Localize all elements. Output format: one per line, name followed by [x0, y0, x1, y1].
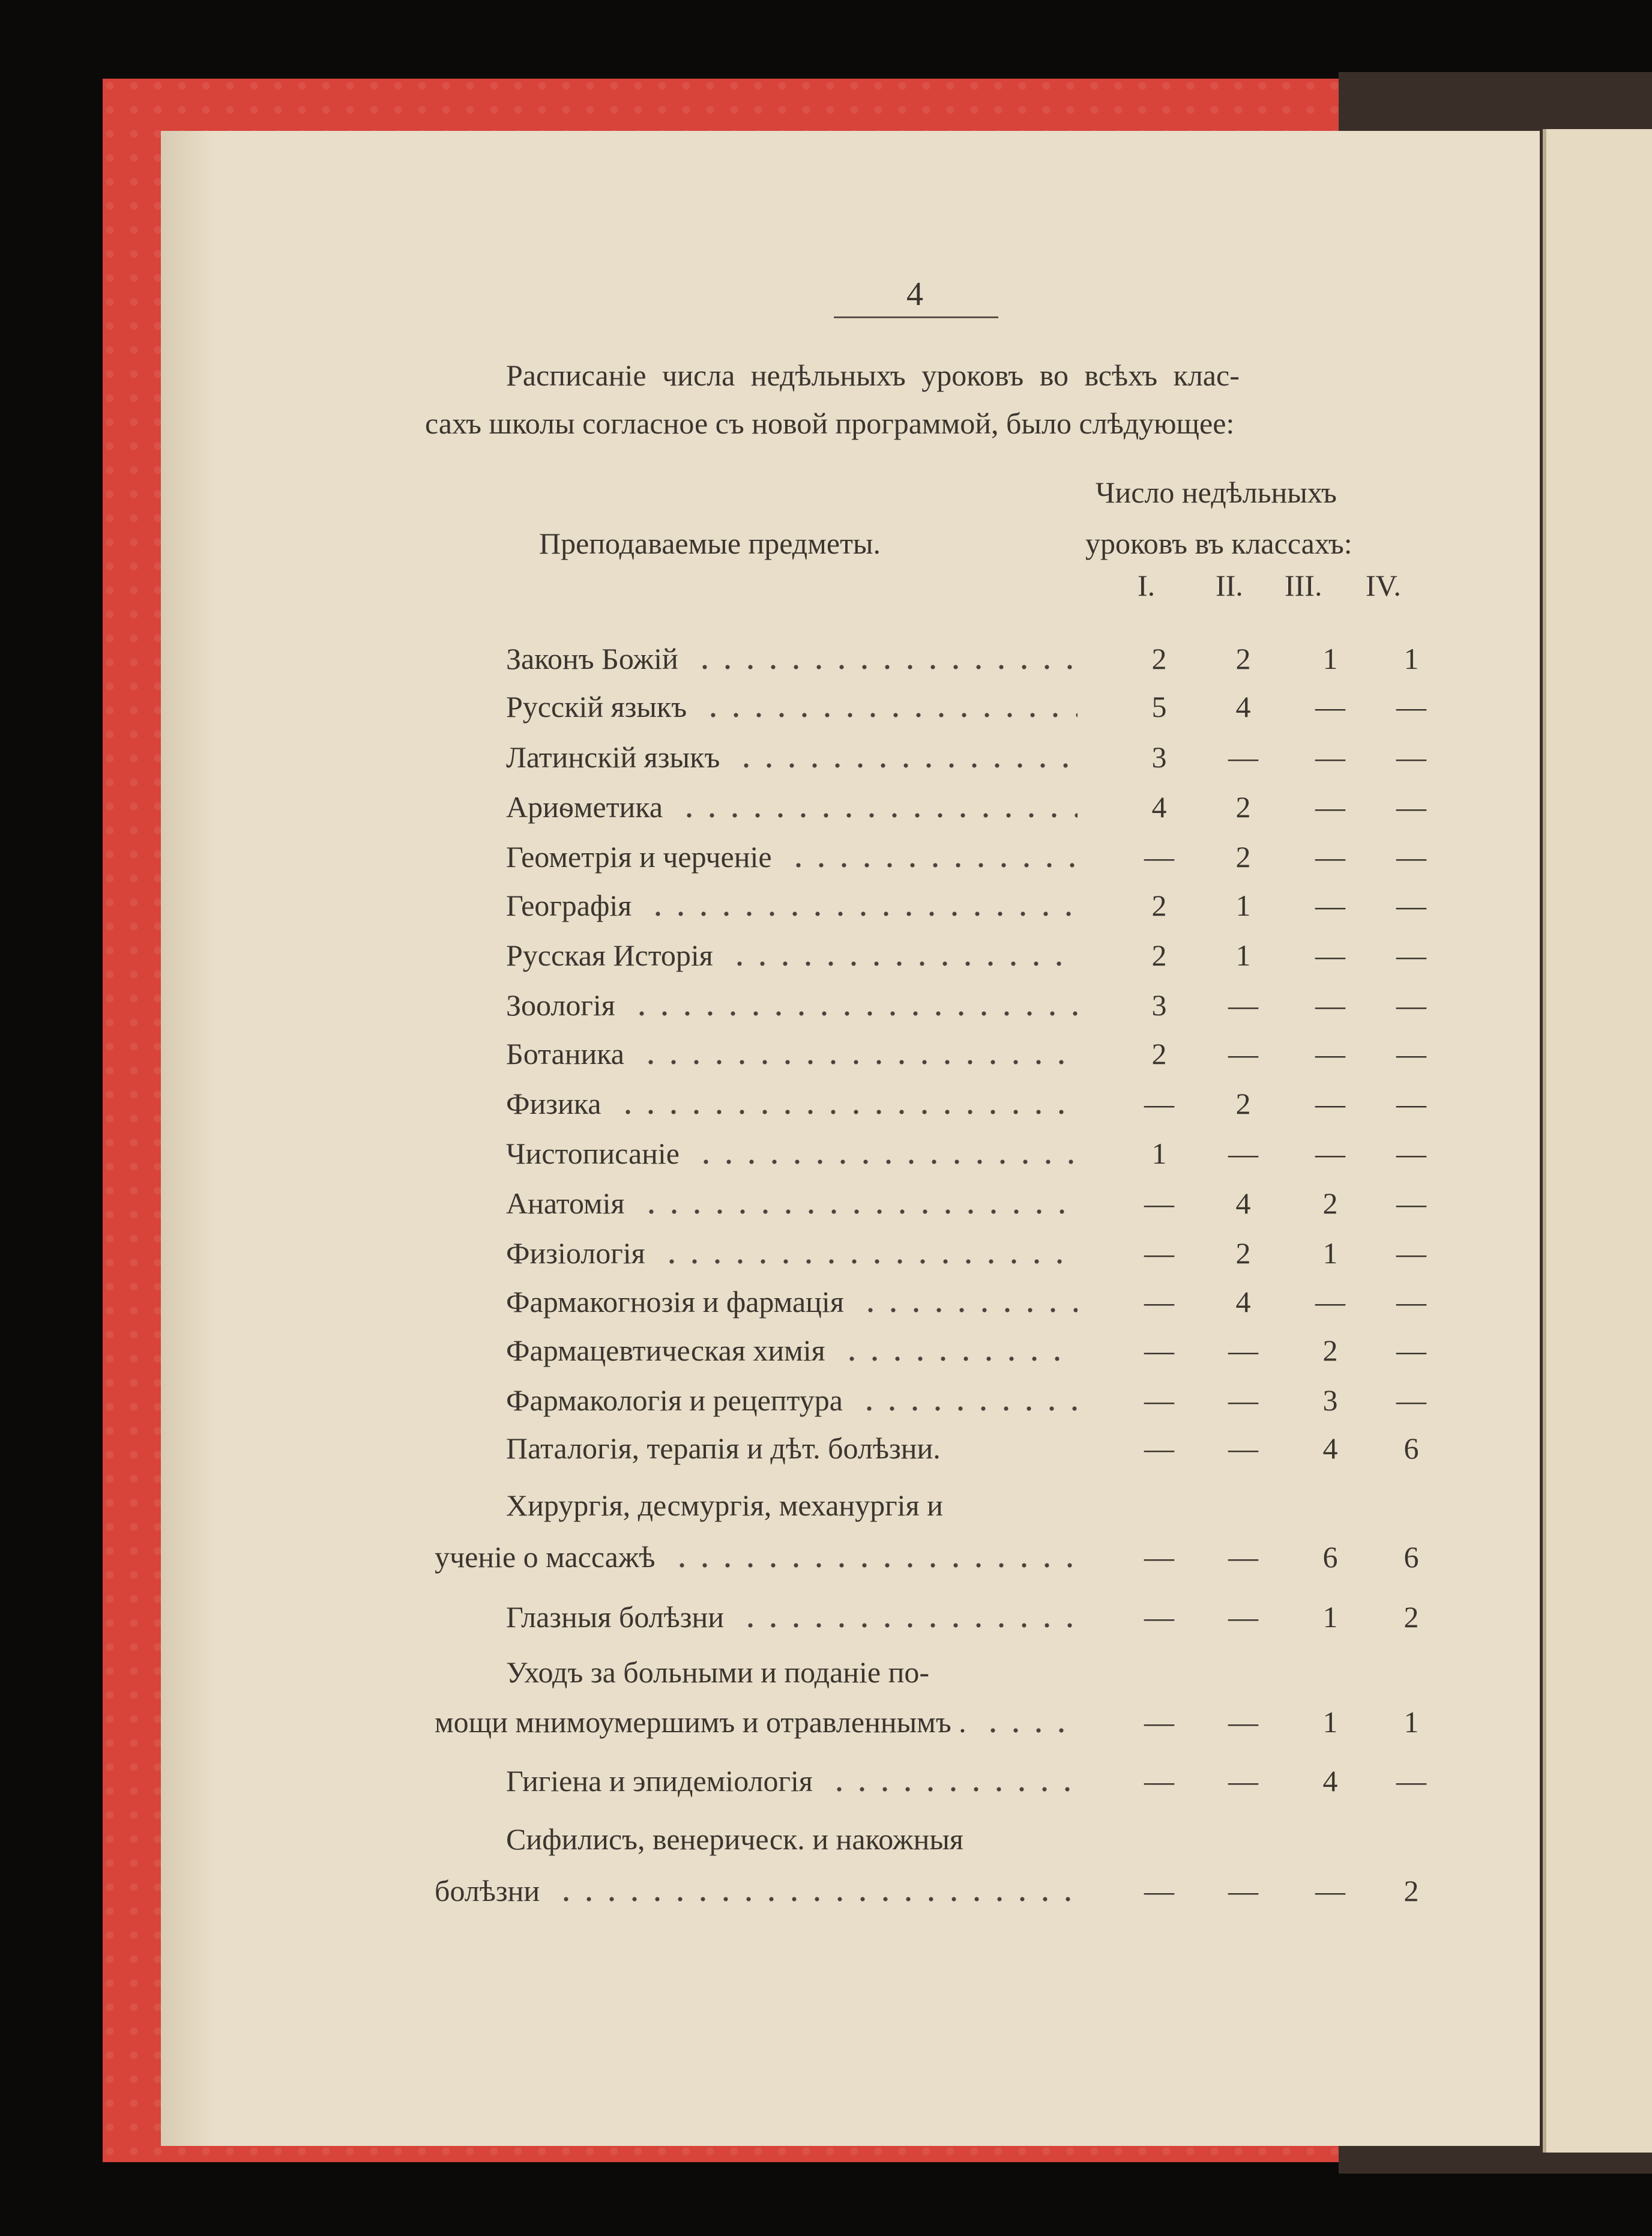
subject-label: Чистописаніе	[506, 1137, 680, 1170]
leader-dots	[728, 961, 1078, 967]
class-3-lessons: —	[1315, 690, 1345, 724]
subject-label: Русская Исторія	[506, 938, 713, 972]
subject-label: Гигіена и эпидеміологія	[506, 1764, 813, 1798]
class-3-lessons: 6	[1322, 1540, 1338, 1574]
leader-dots	[981, 1727, 1078, 1733]
class-1-lessons: 3	[1151, 988, 1167, 1022]
subject-label: Географія	[506, 889, 632, 922]
class-4-lessons: —	[1396, 938, 1426, 972]
class-3-lessons: —	[1315, 840, 1345, 874]
subject-label: Русскій языкъ	[506, 690, 687, 724]
class-4-lessons: —	[1396, 1383, 1426, 1417]
leader-dots	[639, 1059, 1078, 1065]
class-1-lessons: —	[1144, 1705, 1174, 1739]
subject-label: Уходъ за больными и поданіе по-	[506, 1655, 930, 1689]
page-number-rule	[834, 316, 998, 318]
class-2-lessons: 2	[1235, 642, 1251, 675]
leader-dots	[671, 1562, 1078, 1568]
class-4-lessons: 6	[1403, 1540, 1419, 1574]
class-4-lessons: —	[1396, 1334, 1426, 1367]
leader-dots	[735, 763, 1078, 769]
leader-dots	[858, 1406, 1078, 1412]
class-1-lessons: —	[1144, 1540, 1174, 1574]
class-2-lessons: —	[1228, 1705, 1258, 1739]
class-2-lessons: —	[1228, 1334, 1258, 1367]
class-3-lessons: —	[1315, 1137, 1345, 1170]
class-3-lessons: 1	[1322, 1705, 1338, 1739]
page-number: 4	[906, 276, 923, 313]
class-4-lessons: —	[1396, 988, 1426, 1022]
class-2-lessons: —	[1228, 1540, 1258, 1574]
class-4-lessons: 1	[1403, 642, 1419, 675]
class-4-lessons: —	[1396, 1285, 1426, 1319]
class-1-lessons: —	[1144, 1186, 1174, 1220]
subject-label: Фармацевтическая химія	[506, 1334, 825, 1367]
adjacent-page-edge	[1543, 129, 1652, 2153]
class-1-lessons: —	[1144, 1764, 1174, 1798]
leader-dots	[739, 1622, 1078, 1628]
class-4-lessons: —	[1396, 740, 1426, 774]
class-1-lessons: 2	[1151, 938, 1167, 972]
class-1-lessons: —	[1144, 840, 1174, 874]
class-3-lessons: 2	[1322, 1334, 1338, 1367]
class-4-lessons: —	[1396, 840, 1426, 874]
header-lessons-line-2: уроковъ въ классахъ:	[1085, 527, 1352, 560]
class-2-lessons: 2	[1235, 790, 1251, 824]
leader-dots	[787, 862, 1078, 868]
subject-label: Физика	[506, 1087, 601, 1120]
class-1-lessons: —	[1144, 1285, 1174, 1319]
header-subjects: Преподаваемые предметы.	[539, 527, 881, 560]
subject-label: Законъ Божій	[506, 642, 678, 675]
class-4-lessons: —	[1396, 690, 1426, 724]
class-3-lessons: 4	[1322, 1764, 1338, 1798]
class-2-lessons: —	[1228, 1764, 1258, 1798]
intro-line-1: Расписаніе числа недѣльныхъ уроковъ во всѣхъ клас-	[506, 358, 1240, 392]
leader-dots	[678, 812, 1078, 818]
class-1-lessons: 2	[1151, 1037, 1167, 1071]
class-3-lessons: 4	[1322, 1431, 1338, 1465]
subject-label: Фармакогнозія и фармація	[506, 1285, 844, 1319]
class-2-lessons: 2	[1235, 840, 1251, 874]
class-3-lessons: 2	[1322, 1186, 1338, 1220]
subject-label: Фармакологія и рецептура	[506, 1383, 843, 1417]
class-1-lessons: —	[1144, 1087, 1174, 1120]
class-2-lessons: 4	[1235, 1285, 1251, 1319]
leader-dots	[555, 1896, 1078, 1902]
header-class-4: IV.	[1366, 569, 1401, 602]
subject-label: Сифилисъ, венерическ. и накожныя	[506, 1822, 963, 1856]
class-3-lessons: —	[1315, 1285, 1345, 1319]
class-3-lessons: 1	[1322, 1600, 1338, 1634]
class-4-lessons: 2	[1403, 1600, 1419, 1634]
class-4-lessons: —	[1396, 1186, 1426, 1220]
header-lessons-line-1: Число недѣльныхъ	[1096, 476, 1337, 509]
class-3-lessons: —	[1315, 790, 1345, 824]
class-2-lessons: —	[1228, 1037, 1258, 1071]
class-2-lessons: —	[1228, 1600, 1258, 1634]
leader-dots	[660, 1259, 1078, 1265]
class-1-lessons: —	[1144, 1383, 1174, 1417]
class-2-lessons: —	[1228, 1874, 1258, 1908]
class-3-lessons: —	[1315, 988, 1345, 1022]
class-4-lessons: 1	[1403, 1705, 1419, 1739]
class-3-lessons: —	[1315, 740, 1345, 774]
class-2-lessons: 4	[1235, 1186, 1251, 1220]
class-1-lessons: 2	[1151, 889, 1167, 922]
class-1-lessons: 4	[1151, 790, 1167, 824]
leader-dots	[630, 1011, 1078, 1017]
header-class-3: III.	[1285, 569, 1322, 602]
leader-dots	[616, 1109, 1078, 1115]
subject-label: Латинскій языкъ	[506, 740, 720, 774]
class-2-lessons: —	[1228, 740, 1258, 774]
class-1-lessons: —	[1144, 1874, 1174, 1908]
class-3-lessons: 1	[1322, 642, 1338, 675]
subject-label: Хирургія, десмургія, механургія и	[506, 1488, 943, 1522]
leader-dots	[647, 911, 1078, 917]
class-3-lessons: —	[1315, 1874, 1345, 1908]
class-1-lessons: 3	[1151, 740, 1167, 774]
class-3-lessons: —	[1315, 889, 1345, 922]
class-4-lessons: 6	[1403, 1431, 1419, 1465]
subject-label: Анатомія	[506, 1186, 625, 1220]
class-3-lessons: —	[1315, 938, 1345, 972]
leader-dots	[859, 1307, 1078, 1313]
leader-dots	[840, 1356, 1078, 1362]
class-4-lessons: —	[1396, 1037, 1426, 1071]
class-4-lessons: —	[1396, 790, 1426, 824]
class-3-lessons: —	[1315, 1037, 1345, 1071]
class-4-lessons: —	[1396, 1764, 1426, 1798]
class-4-lessons: —	[1396, 1137, 1426, 1170]
class-4-lessons: —	[1396, 889, 1426, 922]
class-1-lessons: 5	[1151, 690, 1167, 724]
class-1-lessons: —	[1144, 1431, 1174, 1465]
class-2-lessons: 1	[1235, 889, 1251, 922]
class-4-lessons: 2	[1403, 1874, 1419, 1908]
leader-dots	[693, 664, 1078, 670]
subject-label: Геометрія и черченіе	[506, 840, 772, 874]
class-2-lessons: —	[1228, 1383, 1258, 1417]
class-2-lessons: 2	[1235, 1236, 1251, 1270]
class-3-lessons: 1	[1322, 1236, 1338, 1270]
class-2-lessons: —	[1228, 1431, 1258, 1465]
leader-dots	[828, 1786, 1078, 1792]
subject-label: Зоологія	[506, 988, 615, 1022]
page-gutter-shadow	[161, 131, 215, 2146]
class-3-lessons: —	[1315, 1087, 1345, 1120]
class-2-lessons: —	[1228, 1137, 1258, 1170]
class-1-lessons: 1	[1151, 1137, 1167, 1170]
subject-label: Ботаника	[506, 1037, 624, 1071]
subject-label: мощи мнимоумершимъ и отравленнымъ .	[435, 1705, 966, 1739]
header-class-1: I.	[1138, 569, 1156, 602]
class-4-lessons: —	[1396, 1087, 1426, 1120]
class-1-lessons: —	[1144, 1236, 1174, 1270]
leader-dots	[640, 1209, 1078, 1215]
intro-line-2: сахъ школы согласное съ новой программой, было слѣдующее:	[425, 406, 1235, 440]
class-3-lessons: 3	[1322, 1383, 1338, 1417]
subject-label: Физіологія	[506, 1236, 645, 1270]
class-2-lessons: 1	[1235, 938, 1251, 972]
class-1-lessons: —	[1144, 1334, 1174, 1367]
class-2-lessons: 2	[1235, 1087, 1251, 1120]
subject-label: Ариѳметика	[506, 790, 663, 824]
header-class-2: II.	[1216, 569, 1243, 602]
class-2-lessons: —	[1228, 988, 1258, 1022]
leader-dots	[695, 1159, 1078, 1165]
class-1-lessons: —	[1144, 1600, 1174, 1634]
class-4-lessons: —	[1396, 1236, 1426, 1270]
subject-label: Паталогія, терапія и дѣт. болѣзни.	[506, 1431, 941, 1465]
leader-dots	[702, 712, 1078, 718]
subject-label: Глазныя болѣзни	[506, 1600, 725, 1634]
subject-label: болѣзни	[435, 1874, 540, 1908]
class-1-lessons: 2	[1151, 642, 1167, 675]
subject-label: ученіе о массажѣ	[435, 1540, 656, 1574]
class-2-lessons: 4	[1235, 690, 1251, 724]
